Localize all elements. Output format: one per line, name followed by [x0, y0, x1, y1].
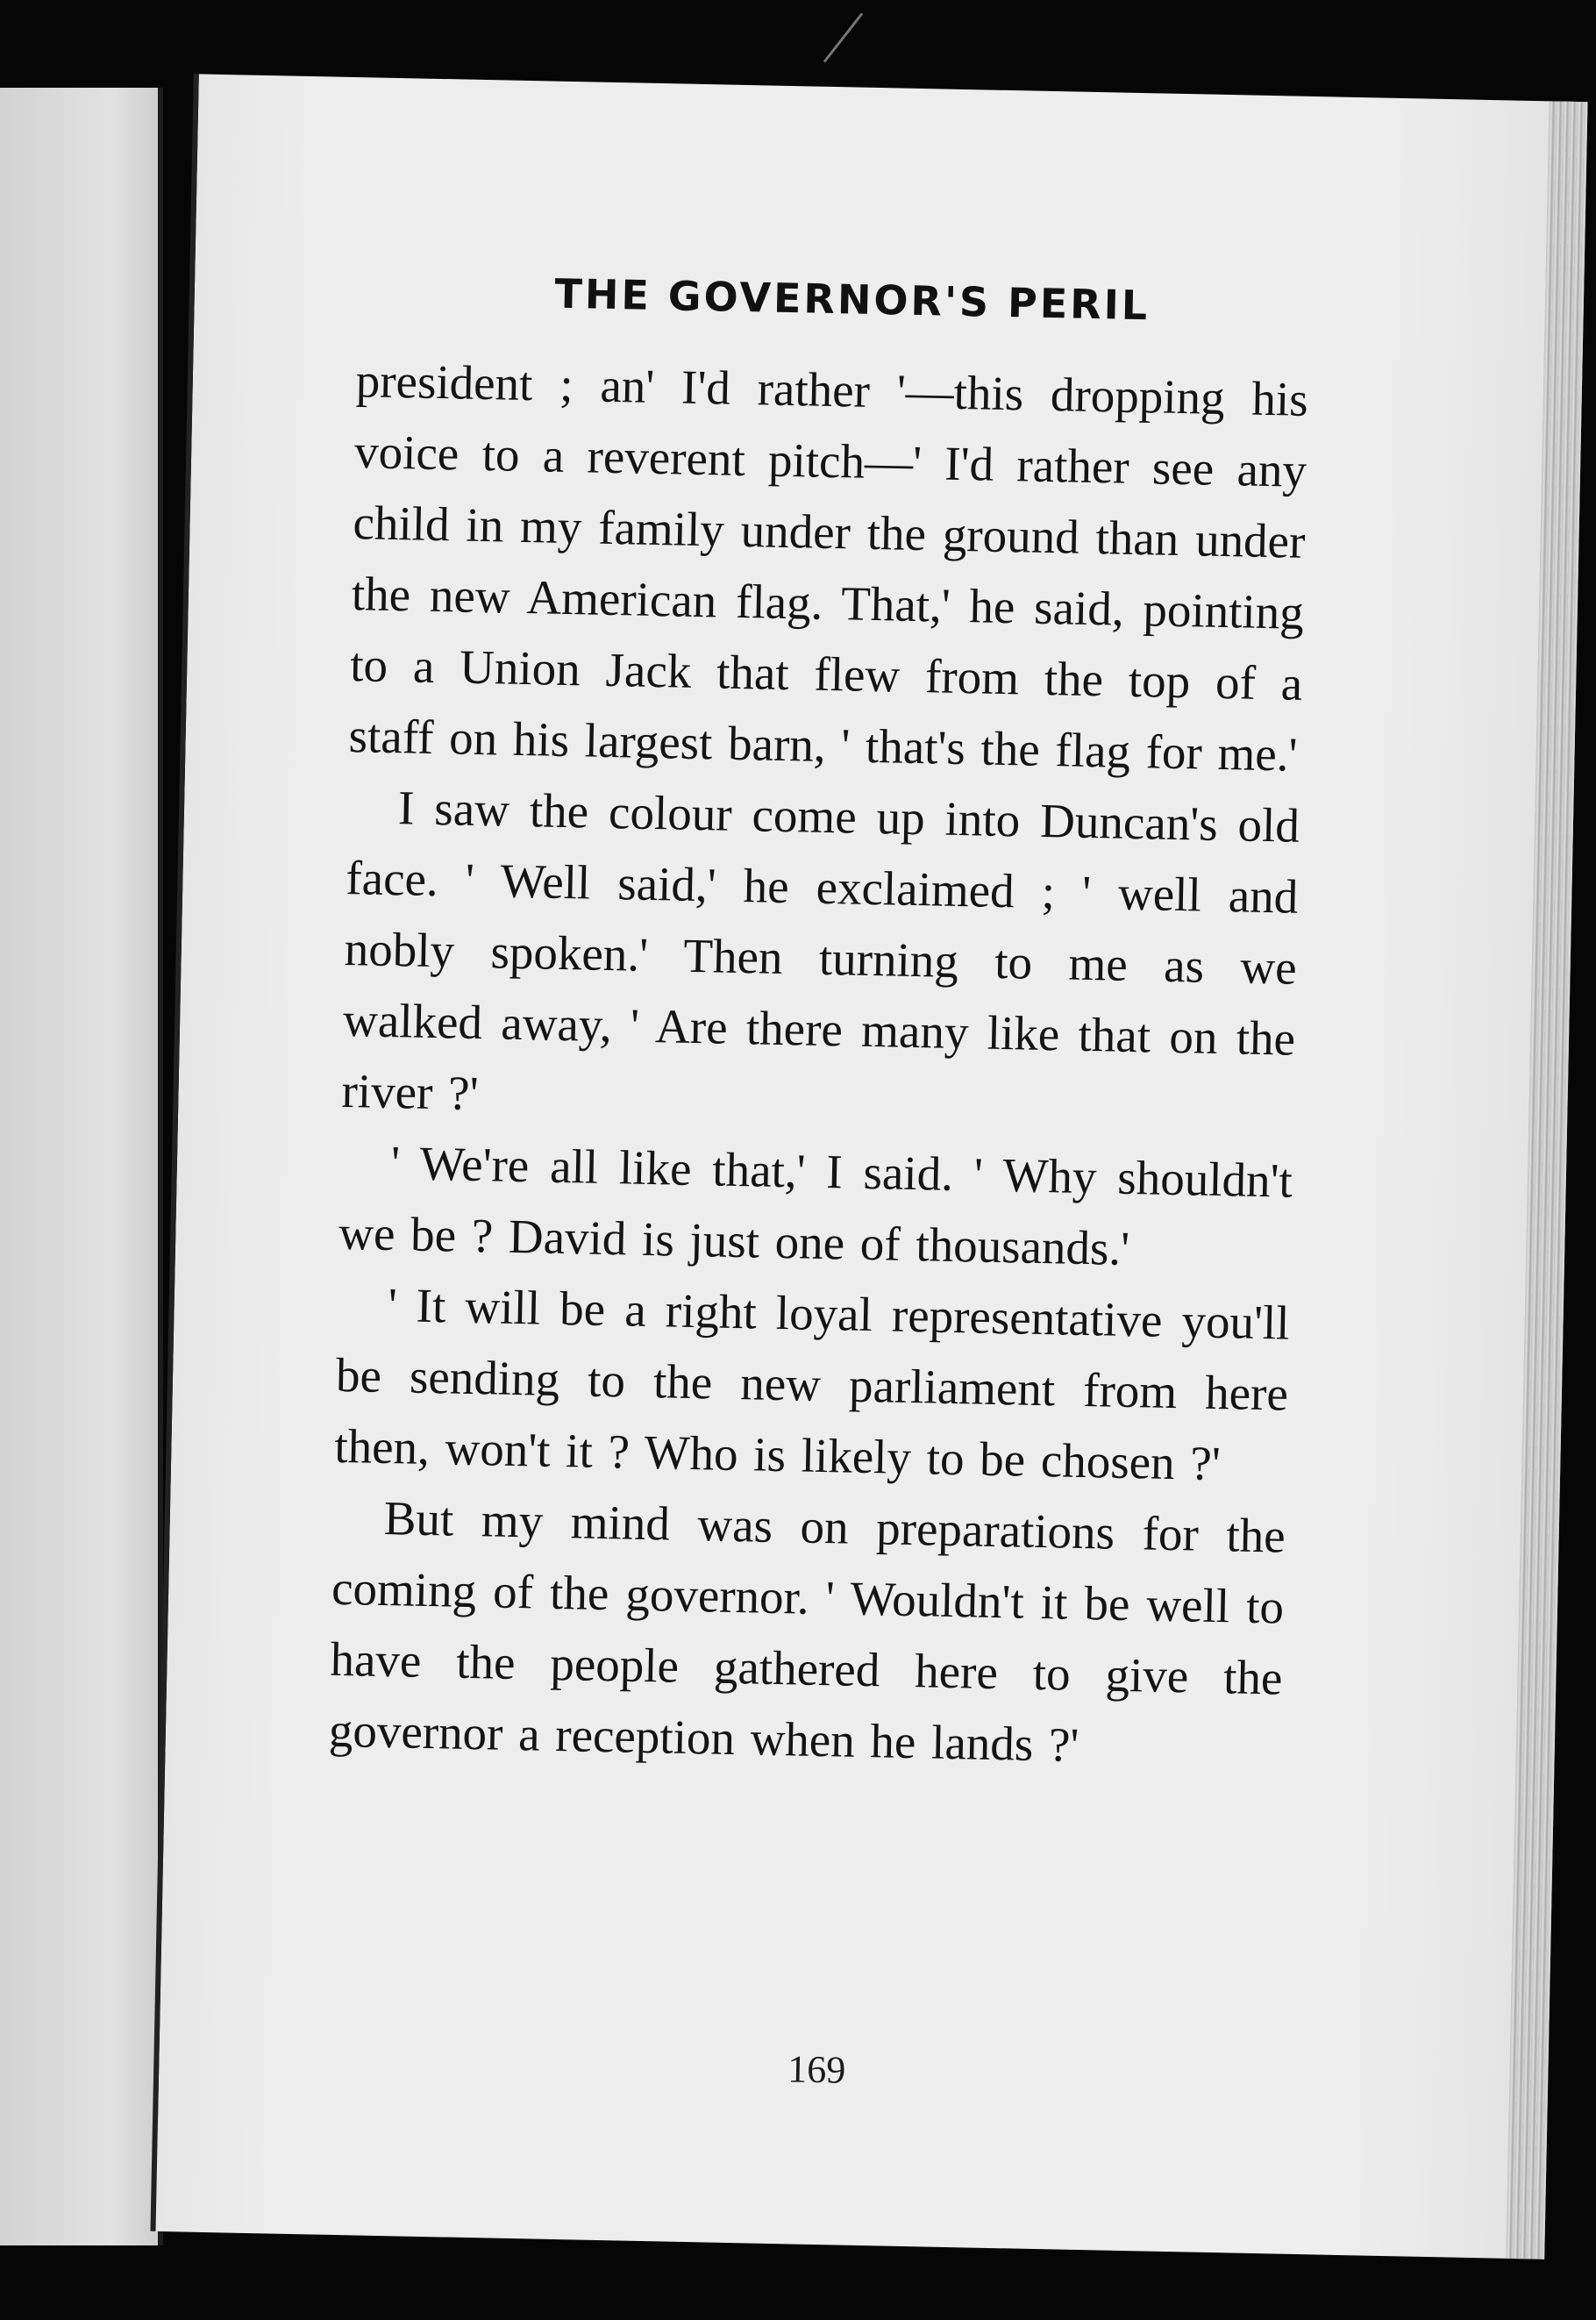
paragraph: I saw the colour come up into Duncan's old face. ' Well said,' he exclaimed ; ' well and nobly spoken.' Then turning to me as we walked away, ' Are there many like that on the river ?'	[341, 781, 1300, 1121]
paragraph: president ; an' I'd rather '—this dropping his voice to a reverent pitch—' I'd rather see any child in my family under the ground than under the new American flag. That,' he said, pointing to a Union Jack that flew from the top of a staff on his largest barn, ' that's the flag for me.'	[348, 353, 1309, 782]
page-number: 169	[787, 2047, 846, 2092]
body-text	[328, 345, 1308, 1784]
paragraph: ' It will be a right loyal representative you'll be sending to the new parliament from here then, won't it ? Who is likely to be chosen ?'	[333, 1278, 1291, 1491]
page-stack-edge	[1506, 101, 1587, 2259]
paragraph: ' We're all like that,' I said. ' Why shouldn't we be ? David is just one of thousands.'	[338, 1136, 1293, 1275]
scan-scratch	[823, 12, 863, 62]
facing-page-edge	[0, 88, 163, 2245]
paragraph: But my mind was on preparations for the coming of the governor. ' Wouldn't it be well to have the people gathered here to give the governor a reception when he lands ?'	[328, 1490, 1286, 1772]
book-page	[150, 74, 1587, 2259]
running-head: THE GOVERNOR'S PERIL	[554, 269, 1151, 330]
